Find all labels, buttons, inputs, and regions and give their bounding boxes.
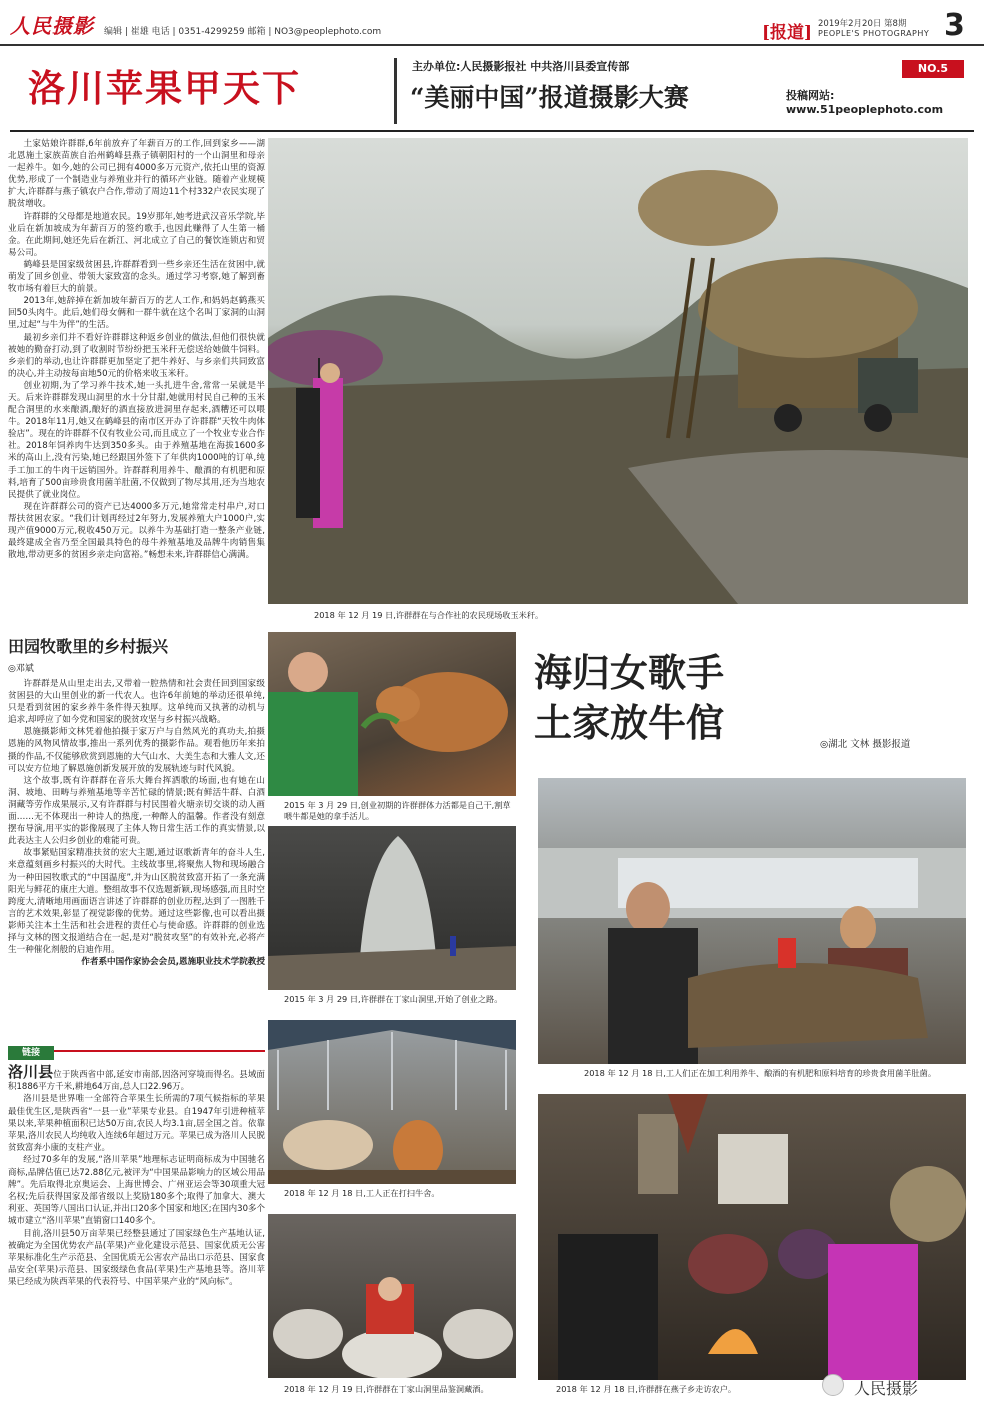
note-first-paragraph [8,1063,265,1093]
article-body [8,138,265,618]
photo-wine-illustration [268,1214,516,1378]
review-byline: ◎邓斌 [8,664,34,674]
photo-feeding-illustration [268,632,516,796]
link-tag: 链接 [8,1046,54,1060]
contest-number-badge: NO.5 [902,60,964,78]
review-paragraph: 恩施摄影师文林凭着他拍摄于家万户与自然风光的真功夫,拍摄恩施的风物风情故事,推出一系列优秀的摄影作品。观看他历年来拍摄的作品,不仅能够欣赏到恩施的大气山水、大美生态和大雅人文,还可以安方位地了解恩施创新发展开放的发展轨迹与时代风貌。 [8,727,265,774]
watermark-text: 人民摄影 [854,1379,919,1398]
photo-cave-caption: 2015 年 3 月 29 日,许群群在丁家山洞里,开始了创业之路。 [284,994,503,1004]
feature-headline-line2: 土家放牛倌 [534,700,725,745]
submit-url[interactable]: www.51peoplephoto.com [786,103,944,116]
sponsor-line: 主办单位:人民摄影报社 中共洛川县委宣传部 [412,60,630,73]
note-paragraph: 位于陕西省中部,延安市南部,因洛河穿境而得名。县域面积1886平方千米,耕地64万亩,总人口22.96万。 [8,1070,265,1093]
banner-rule-bottom [10,130,974,132]
photo-morel-processing [538,778,966,1064]
article-paragraph: 创业初期,为了学习养牛技术,她一头扎进牛舍,常常一呆就是半天。后来许群群发现山洞里的水十分甘甜,她就用村民自己种的玉米配合洞里的水来酿酒,酿好的酒直接放进洞里存起来,酒糟还可以喂牛。2018年11月,她又在鹤峰县的南市区开办了许群群“天牧牛肉体验店”。现在的许群群不仅有牧业公司,而且成立了一个牧业专业合作社。2018年饲养肉牛达到350多头。由于养殖基地在海拔1600多米的高山上,没有污染,她已经跟国外签下了年供肉1000吨的订单,纯手工加工的牛肉干远销国外。许群群利用养牛、酿酒的有机肥和原料,培育了500亩珍贵食用菌羊肚菌,不仅做到了物尽其用,还为当地农民提供了就业岗位。 [8,380,265,500]
banner-title: 洛川苹果甲天下 [28,66,301,110]
note-paragraph: 经过70多年的发展,“洛川苹果”地理标志证明商标成为中国驰名商标,品牌估值已达72.88亿元,被评为“中国果品影响力的区域公用品牌”。先后取得北京奥运会、上海世博会、广州亚运会等30项重大冠名权;先后获得国家及部省级以上奖励180多个;取得了加拿大、澳大利亚、英国等八国出口认证,并出口20多个国家和地区;在国内30多个城市建立“洛川苹果”直销窗口140多个。 [8,1155,265,1227]
paper-name: PEOPLE'S PHOTOGRAPHY [818,29,930,38]
submit-label: 投稿网站: [786,89,835,102]
masthead-contact-info: 编辑 | 崔雄 电话 | 0351-4299259 邮箱 | NO3@peoplephoto.com [104,27,382,37]
photo-wine-caption: 2018 年 12 月 19 日,许群群在丁家山洞里品鉴洞藏酒。 [284,1384,489,1394]
note-paragraph: 洛川县是世界唯一全部符合苹果生长所需的7项气候指标的苹果最佳优生区,是陕西省“一县一业”苹果专业县。自1947年引进种植苹果以来,苹果种植面积已达50万亩,农民人均3.1亩,居全国之首。依靠苹果,洛川农民人均纯收入连续6年超过万元。苹果已成为洛川人民脱贫致富奔小康的支柱产业。 [8,1094,265,1154]
note-place-name: 洛川县 [8,1063,54,1081]
article-paragraph: 现在许群群公司的资产已达4000多万元,她常常走村串户,对口帮扶贫困农家。“我们计划再经过2年努力,发展养殖大户1000户,实现产值9000万元,税收450万元。以养牛为基础打造一整条产业链,最终建成全省乃至全国最具特色的母牛养殖基地及品牌牛肉销售集散地,带动更多的贫困乡亲走向富裕。”畅想未来,许群群信心满满。 [8,501,265,561]
masthead-logo: 人民摄影 [10,14,94,38]
review-heading: 田园牧歌里的乡村振兴 [8,637,169,656]
article-paragraph: 最初乡亲们并不看好许群群这种返乡创业的做法,但他们很快就被她的勤奋打动,到了收割时节纷纷把玉米秆无偿送给她做牛饲料。乡亲们的举动,也让许群群更加坚定了把牛养好、与乡亲们共同致富的决心,并主动按每亩地50元的价格来收玉米秆。 [8,332,265,379]
photo-visiting-illustration [538,1094,966,1380]
review-author-note: 作者系中国作家协会会员,恩施职业技术学院教授 [81,957,265,968]
wechat-icon [822,1374,844,1396]
photo-morel-caption: 2018 年 12 月 18 日,工人们正在加工利用养牛、酿酒的有机肥和原料培育的珍贵食用菌羊肚菌。 [584,1068,937,1078]
article-paragraph: 土家姑娘许群群,6年前放弃了年薪百万的工作,回到家乡——湖北恩施土家族苗族自治州鹤峰县燕子镇朝阳村的一个山洞里和母亲一起养牛。如今,她的公司已拥有4000多万元资产,依托山里的资源优势,形成了一个制造业与养殖业并行的循环产业链。随着产业规模扩大,许群群与燕子镇农户合作,带动了周边11个村332户农民实现了脱贫增收。 [8,139,265,210]
photo-feeding-caption: 2015 年 3 月 29 日,创业初期的许群群体力活都是自己干,割草喂牛都是她的拿手活儿。 [284,800,511,821]
photo-barn-caption: 2018 年 12 月 18 日,工人正在打扫牛舍。 [284,1188,440,1198]
main-photo-illustration [268,138,968,604]
main-photo-corn-stalks [268,138,968,604]
review-paragraph: 这个故事,既有许群群在音乐大舞台挥洒歌的场面,也有她在山洞、坡地、田畴与养殖基地等辛苦忙碌的情景;既有鲜活牛群、白酒洞藏等劳作成果展示,又有许群群与村民围着火塘亲切交谈的动人画面……无不体现出一种诗人的热度,一种醉人的温馨。作者没有刻意摆布导演,用平实的影像展现了主体人物日常生活工作的真实情景,以此表达主人公归乡创业的难能可贵。 [8,775,265,847]
photo-cattle-barn [268,1020,516,1184]
review-paragraph: 许群群是从山里走出去,又带着一腔热情和社会责任回到国家级贫困县的大山里创业的新一代农人。也许6年前她的举动还很单纯,只是看到贫困的家乡养牛条件得天独厚。这单纯而又执著的动机与追求,却呼应了如今党和国家的脱贫攻坚与乡村振兴战略。 [8,679,265,726]
issue-date: 2019年2月20日 第8期 [818,19,907,29]
article-paragraph: 许群群的父母都是地道农民。19岁那年,她考进武汉音乐学院,毕业后在新加坡成为年薪百万的签约歌手,也因此赚得了人生第一桶金。在此期间,她还先后在新江、河北成立了自己的餐饮连锁店和贸易公司。 [8,211,265,258]
photo-feeding-cattle [268,632,516,796]
article-paragraph: 2013年,她辞掉在新加坡年薪百万的艺人工作,和妈妈赵鹤燕买回50头肉牛。此后,她们母女俩和一群牛就在这个名叫丁家洞的山洞里,过起“与牛为伴”的生活。 [8,296,265,331]
photo-barn-illustration [268,1020,516,1184]
main-photo-caption: 2018 年 12 月 19 日,许群群在与合作社的农民现场收玉米秆。 [314,610,544,620]
note-paragraph: 目前,洛川县50万亩苹果已经整县通过了国家绿色生产基地认证,被确定为全国优势农产品(苹果)产业化建设示范县、国家优质无公害苹果标准化生产示范县、全国优质无公害农产品出口示范县、国家食品安全(苹果)示范县、国家级绿色食品(苹果)生产基地县等。洛川苹果已经成为陕西苹果的代表符号、中国苹果产业的“风向标”。 [8,1228,265,1288]
photo-morel-illustration [538,778,966,1064]
photo-cave-illustration [268,826,516,990]
photo-visiting-villagers [538,1094,966,1380]
photo-visiting-caption: 2018 年 12 月 18 日,许群群在燕子乡走访农户。 [556,1384,737,1394]
article-paragraph: 鹤峰县是国家级贫困县,许群群看到一些乡亲还生活在贫困中,就萌发了回乡创业、带领大家致富的念头。通过学习考察,她了解到畜牧市场有着巨大的前景。 [8,259,265,295]
photo-wine-cave [268,1214,516,1378]
review-body [8,678,265,1033]
review-paragraph: 故事紧贴国家精准扶贫的宏大主题,通过讴歌新青年的奋斗人生,来意蕴刻画乡村振兴的大时代。主线故事里,将聚焦人物和现场融合为一种田园牧歌式的“中国温度”,并为山区脱贫致富开拓了一条充满阳光与鲜花的康庄大道。整组故事不仅选题新颖,现场感强,而且时空跨度大,清晰地用画面语言讲述了许群群的创业历程,达到了一图胜千言的艺术效果,彰显了视觉影像的优势。通过这些影像,也可以看出摄影师关注本土生活和社会进程的责任心与使命感。许群群的创业选择与文林的图文报道结合在一起,是对“脱贫攻坚”的有效补充,必将产生一种催化剂般的启迪作用。 [8,848,265,956]
page-number: 3 [944,8,965,43]
feature-headline-line1: 海归女歌手 [534,650,725,695]
section-tag: [报道] [762,23,813,43]
banner-divider [394,58,397,124]
luochuan-info-box [8,1050,265,1390]
contest-title: “美丽中国”报道摄影大赛 [410,83,689,112]
feature-credit: ◎湖北 文林 摄影报道 [820,739,911,750]
photo-cave-entrance [268,826,516,990]
